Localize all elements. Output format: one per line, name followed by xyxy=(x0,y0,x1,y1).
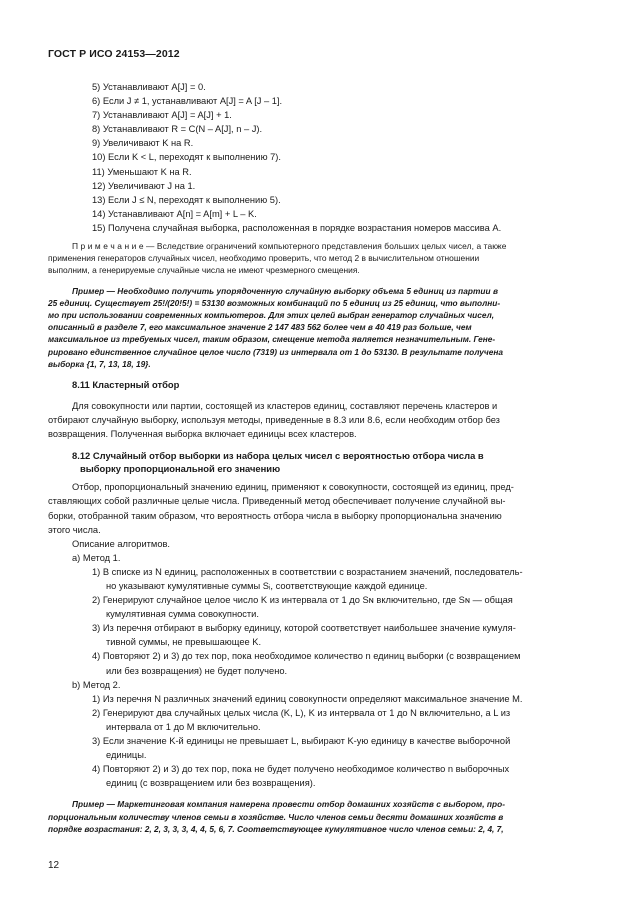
method-step: 3) Если значение K-й единицы не превышает L, выбирают K-ую единицу в качестве выборочной xyxy=(92,736,511,747)
step-line: 5) Устанавливают A[J] = 0. xyxy=(92,82,206,92)
step-line: 14) Устанавливают A[n] = A[m] + L – K. xyxy=(92,208,257,219)
example-line: мо при использовании современных компьютеров. Для этих целей выбран генератор случайных чисел, xyxy=(48,310,495,321)
note-line: применения генераторов случайных чисел, необходимо проверить, что метод 2 в вычислительном отношении xyxy=(48,253,480,264)
section-8-11-text xyxy=(48,399,582,441)
step-line: 12) Увеличивают J на 1. xyxy=(92,180,196,191)
step-line: 9) Увеличивают K на R. xyxy=(92,138,194,149)
algorithms-description: Описание алгоритмов. xyxy=(72,538,171,549)
example-line: описанный в разделе 7, его максимальное значение 2 147 483 562 более чем в 40 419 раз больше, чем xyxy=(48,322,472,333)
paragraph-line: ставляющих собой различные целые числа. Приведенный метод обеспечивает получение случайной вы- xyxy=(48,496,506,507)
method-step: 4) Повторяют 2) и 3) до тех пор, пока необходимое количество n единиц выборки (с возвращением xyxy=(92,651,521,662)
section-heading-8-11: 8.11 Кластерный отбор xyxy=(72,379,180,391)
note-line: выполним, а генерируемые случайные числа не имеют чрезмерного смещения. xyxy=(48,265,360,276)
method-label: b) Метод 2. xyxy=(72,679,121,690)
example-line: рировано единственное случайное целое число (7319) из интервала от 1 до 53130. В результате получена xyxy=(48,346,503,357)
method-step: 2) Генерируют два случайных целых числа (K, L), K из интервала от 1 до N включительно, а L из xyxy=(92,707,511,718)
section-heading-8-12 xyxy=(48,449,582,475)
example-line: порядке возрастания: 2, 2, 3, 3, 3, 4, 4, 5, 6, 7. Соответствующее кумулятивное число членов семьи: 2, 4, 7, xyxy=(48,823,504,834)
paragraph-line: Для совокупности или партии, состоящей из кластеров единиц, составляют перечень кластеров и xyxy=(72,401,498,412)
method-step: 1) В списке из N единиц, расположенных в соответствии с возрастанием значений, последователь- xyxy=(92,566,523,577)
example-line: Пример — Маркетинговая компания намерена провести отбор домашних хозяйств с выбором, про- xyxy=(72,799,506,810)
method-step: 1) Из перечня N различных значений единиц совокупности определяют максимальное значение M. xyxy=(92,693,523,704)
step-line: 6) Если J ≠ 1, устанавливают A[J] = A [J – 1]. xyxy=(92,96,283,107)
example-line: выборка {1, 7, 13, 18, 19}. xyxy=(48,358,151,369)
section-8-12-intro xyxy=(48,480,582,550)
example-line: порциональным количеству членов семьи в хозяйстве. Число членов семьи десяти домашних хозяйств в xyxy=(48,811,504,822)
paragraph-line: возвращения. Полученная выборка включает единицы всех кластеров. xyxy=(48,429,357,440)
method-step-cont: тивной суммы, не превышающее K. xyxy=(106,637,262,648)
method-step-cont: но указывают кумулятивные суммы Sᵢ, соответствующие каждой единице. xyxy=(106,581,428,591)
section-heading-line: 8.12 Случайный отбор выборки из набора целых чисел с вероятностью отбора числа в xyxy=(72,450,484,462)
step-line: 13) Если J ≤ N, переходят к выполнению 5). xyxy=(92,194,281,205)
paragraph-line: борки, отобранной таким образом, что вероятность отбора числа в выборку пропорциональна значению xyxy=(48,510,502,521)
note-line: П р и м е ч а н и е — Вследствие ограничений компьютерного представления больших целых чисел, а также xyxy=(72,241,507,252)
method-step-cont: или без возвращения) не будет получено. xyxy=(106,665,288,676)
paragraph-line: этого числа. xyxy=(48,524,101,535)
example-line: 25 единиц. Существует 25!/(20!5!) = 53130 возможных комбинаций по 5 единиц из 25 единиц, что выполни- xyxy=(48,297,501,308)
step-line: 8) Устанавливают R = C(N – A[J], n – J). xyxy=(92,124,263,135)
step-line: 10) Если K < L, переходят к выполнению 7). xyxy=(92,152,281,163)
method-step: 4) Повторяют 2) и 3) до тех пор, пока не будет получено необходимое количество n выборочных xyxy=(92,764,510,775)
method-1 xyxy=(48,551,582,678)
method-step-cont: единицы. xyxy=(106,750,147,761)
document-header: ГОСТ Р ИСО 24153—2012 xyxy=(48,48,180,60)
example-line: максимальное из требуемых чисел, таким образом, смещение метода является незначительным. Гене- xyxy=(48,334,496,345)
method-step: 3) Из перечня отбирают в выборку единицу, которой соответствует наибольшее значение кумуля- xyxy=(92,623,516,634)
note-block xyxy=(48,240,582,277)
page-content xyxy=(48,80,582,835)
method-step: 2) Генерируют случайное целое число K из интервала от 1 до Sɴ включительно, где Sɴ — общая xyxy=(92,595,513,606)
section-heading-line: выборку пропорциональной его значению xyxy=(80,463,281,475)
step-line: 15) Получена случайная выборка, расположенная в порядке возрастания номеров массива A. xyxy=(92,222,502,233)
example-block xyxy=(48,285,582,370)
method-step-cont: интервала от 1 до M включительно. xyxy=(106,721,261,732)
paragraph-line: Отбор, пропорциональный значению единиц, применяют к совокупности, состоящей из единиц, пред- xyxy=(72,482,514,493)
paragraph-line: отбирают случайную выборку, используя методы, приведенные в 8.3 или 8.6, если необходим отбор без xyxy=(48,415,500,426)
method-step-cont: кумулятивная сумма совокупности. xyxy=(106,609,259,620)
method-step-cont: единиц (с возвращением или без возвращения). xyxy=(106,778,316,789)
step-line: 11) Уменьшают K на R. xyxy=(92,166,192,177)
example-block-2 xyxy=(48,798,582,835)
step-line: 7) Устанавливают A[J] = A[J] + 1. xyxy=(92,110,232,121)
example-line: Пример — Необходимо получить упорядоченную случайную выборку объема 5 единиц из партии в xyxy=(72,285,499,296)
method-2 xyxy=(48,678,582,791)
page-number: 12 xyxy=(48,860,60,871)
algorithm-steps xyxy=(48,80,582,235)
method-label: a) Метод 1. xyxy=(72,552,121,563)
